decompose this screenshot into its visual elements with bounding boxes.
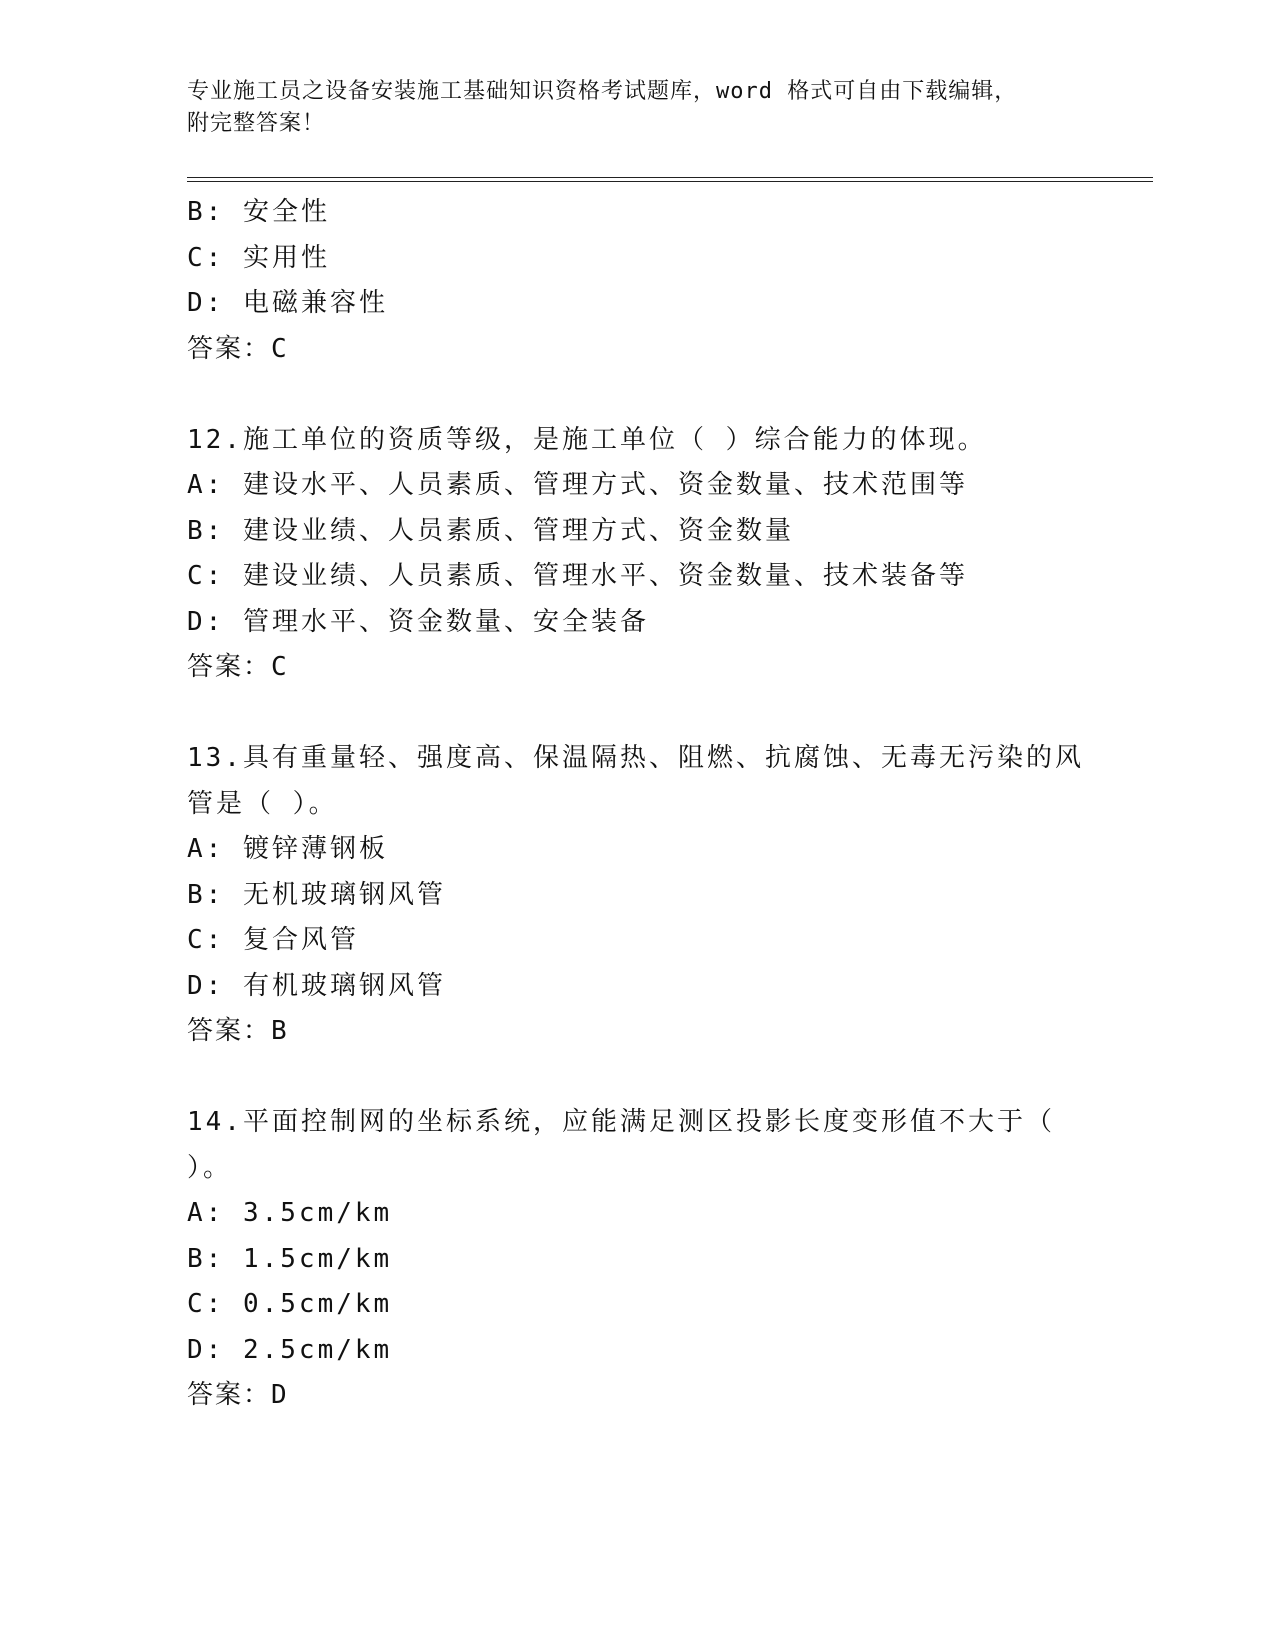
answer-label: 答案：C — [187, 333, 289, 364]
option-c: C: 实用性 — [187, 242, 330, 273]
option-d: D: 管理水平、资金数量、安全装备 — [187, 606, 649, 637]
document-header — [187, 76, 1087, 140]
option-b: B: 安全性 — [187, 197, 330, 227]
answer-label: 答案：D — [187, 1380, 289, 1410]
question-12 — [187, 418, 1087, 691]
option-b: B: 无机玻璃钢风管 — [187, 879, 446, 910]
option-a: A: 3.5cm/km — [187, 1198, 393, 1228]
question-text: 12.施工单位的资质等级，是施工单位（ ）综合能力的体现。 — [187, 424, 987, 455]
option-c: C: 0.5cm/km — [187, 1289, 393, 1319]
option-a: A: 镀锌薄钢板 — [187, 834, 388, 864]
question-text-line-1: 13.具有重量轻、强度高、保温隔热、阻燃、抗腐蚀、无毒无污染的风 — [187, 743, 1084, 773]
spacer — [187, 1055, 1087, 1101]
option-a: A: 建设水平、人员素质、管理方式、资金数量、技术范围等 — [187, 470, 968, 500]
option-c: C: 复合风管 — [187, 925, 359, 955]
option-d: D: 有机玻璃钢风管 — [187, 970, 446, 1001]
question-text-line-1: 14.平面控制网的坐标系统，应能满足测区投影长度变形值不大于（ — [187, 1107, 1055, 1137]
option-d: D: 电磁兼容性 — [187, 288, 388, 318]
question-text-line-2: 管是（ ）。 — [187, 788, 338, 819]
spacer — [187, 372, 1087, 418]
option-b: B: 建设业绩、人员素质、管理方式、资金数量 — [187, 515, 794, 546]
header-line-1: 专业施工员之设备安装施工基础知识资格考试题库，word 格式可自由下载编辑， — [187, 79, 1018, 104]
question-11 — [187, 190, 1087, 372]
spacer — [187, 691, 1087, 737]
question-text-line-2: ）。 — [187, 1152, 233, 1183]
question-13 — [187, 736, 1087, 1055]
option-d: D: 2.5cm/km — [187, 1334, 393, 1365]
header-double-rule — [187, 177, 1153, 182]
option-c: C: 建设业绩、人员素质、管理水平、资金数量、技术装备等 — [187, 561, 968, 591]
question-14 — [187, 1100, 1087, 1419]
question-list — [187, 190, 1087, 1419]
header-line-2: 附完整答案！ — [187, 111, 326, 136]
option-b: B: 1.5cm/km — [187, 1243, 393, 1274]
answer-label: 答案：C — [187, 652, 289, 682]
answer-label: 答案：B — [187, 1016, 289, 1046]
